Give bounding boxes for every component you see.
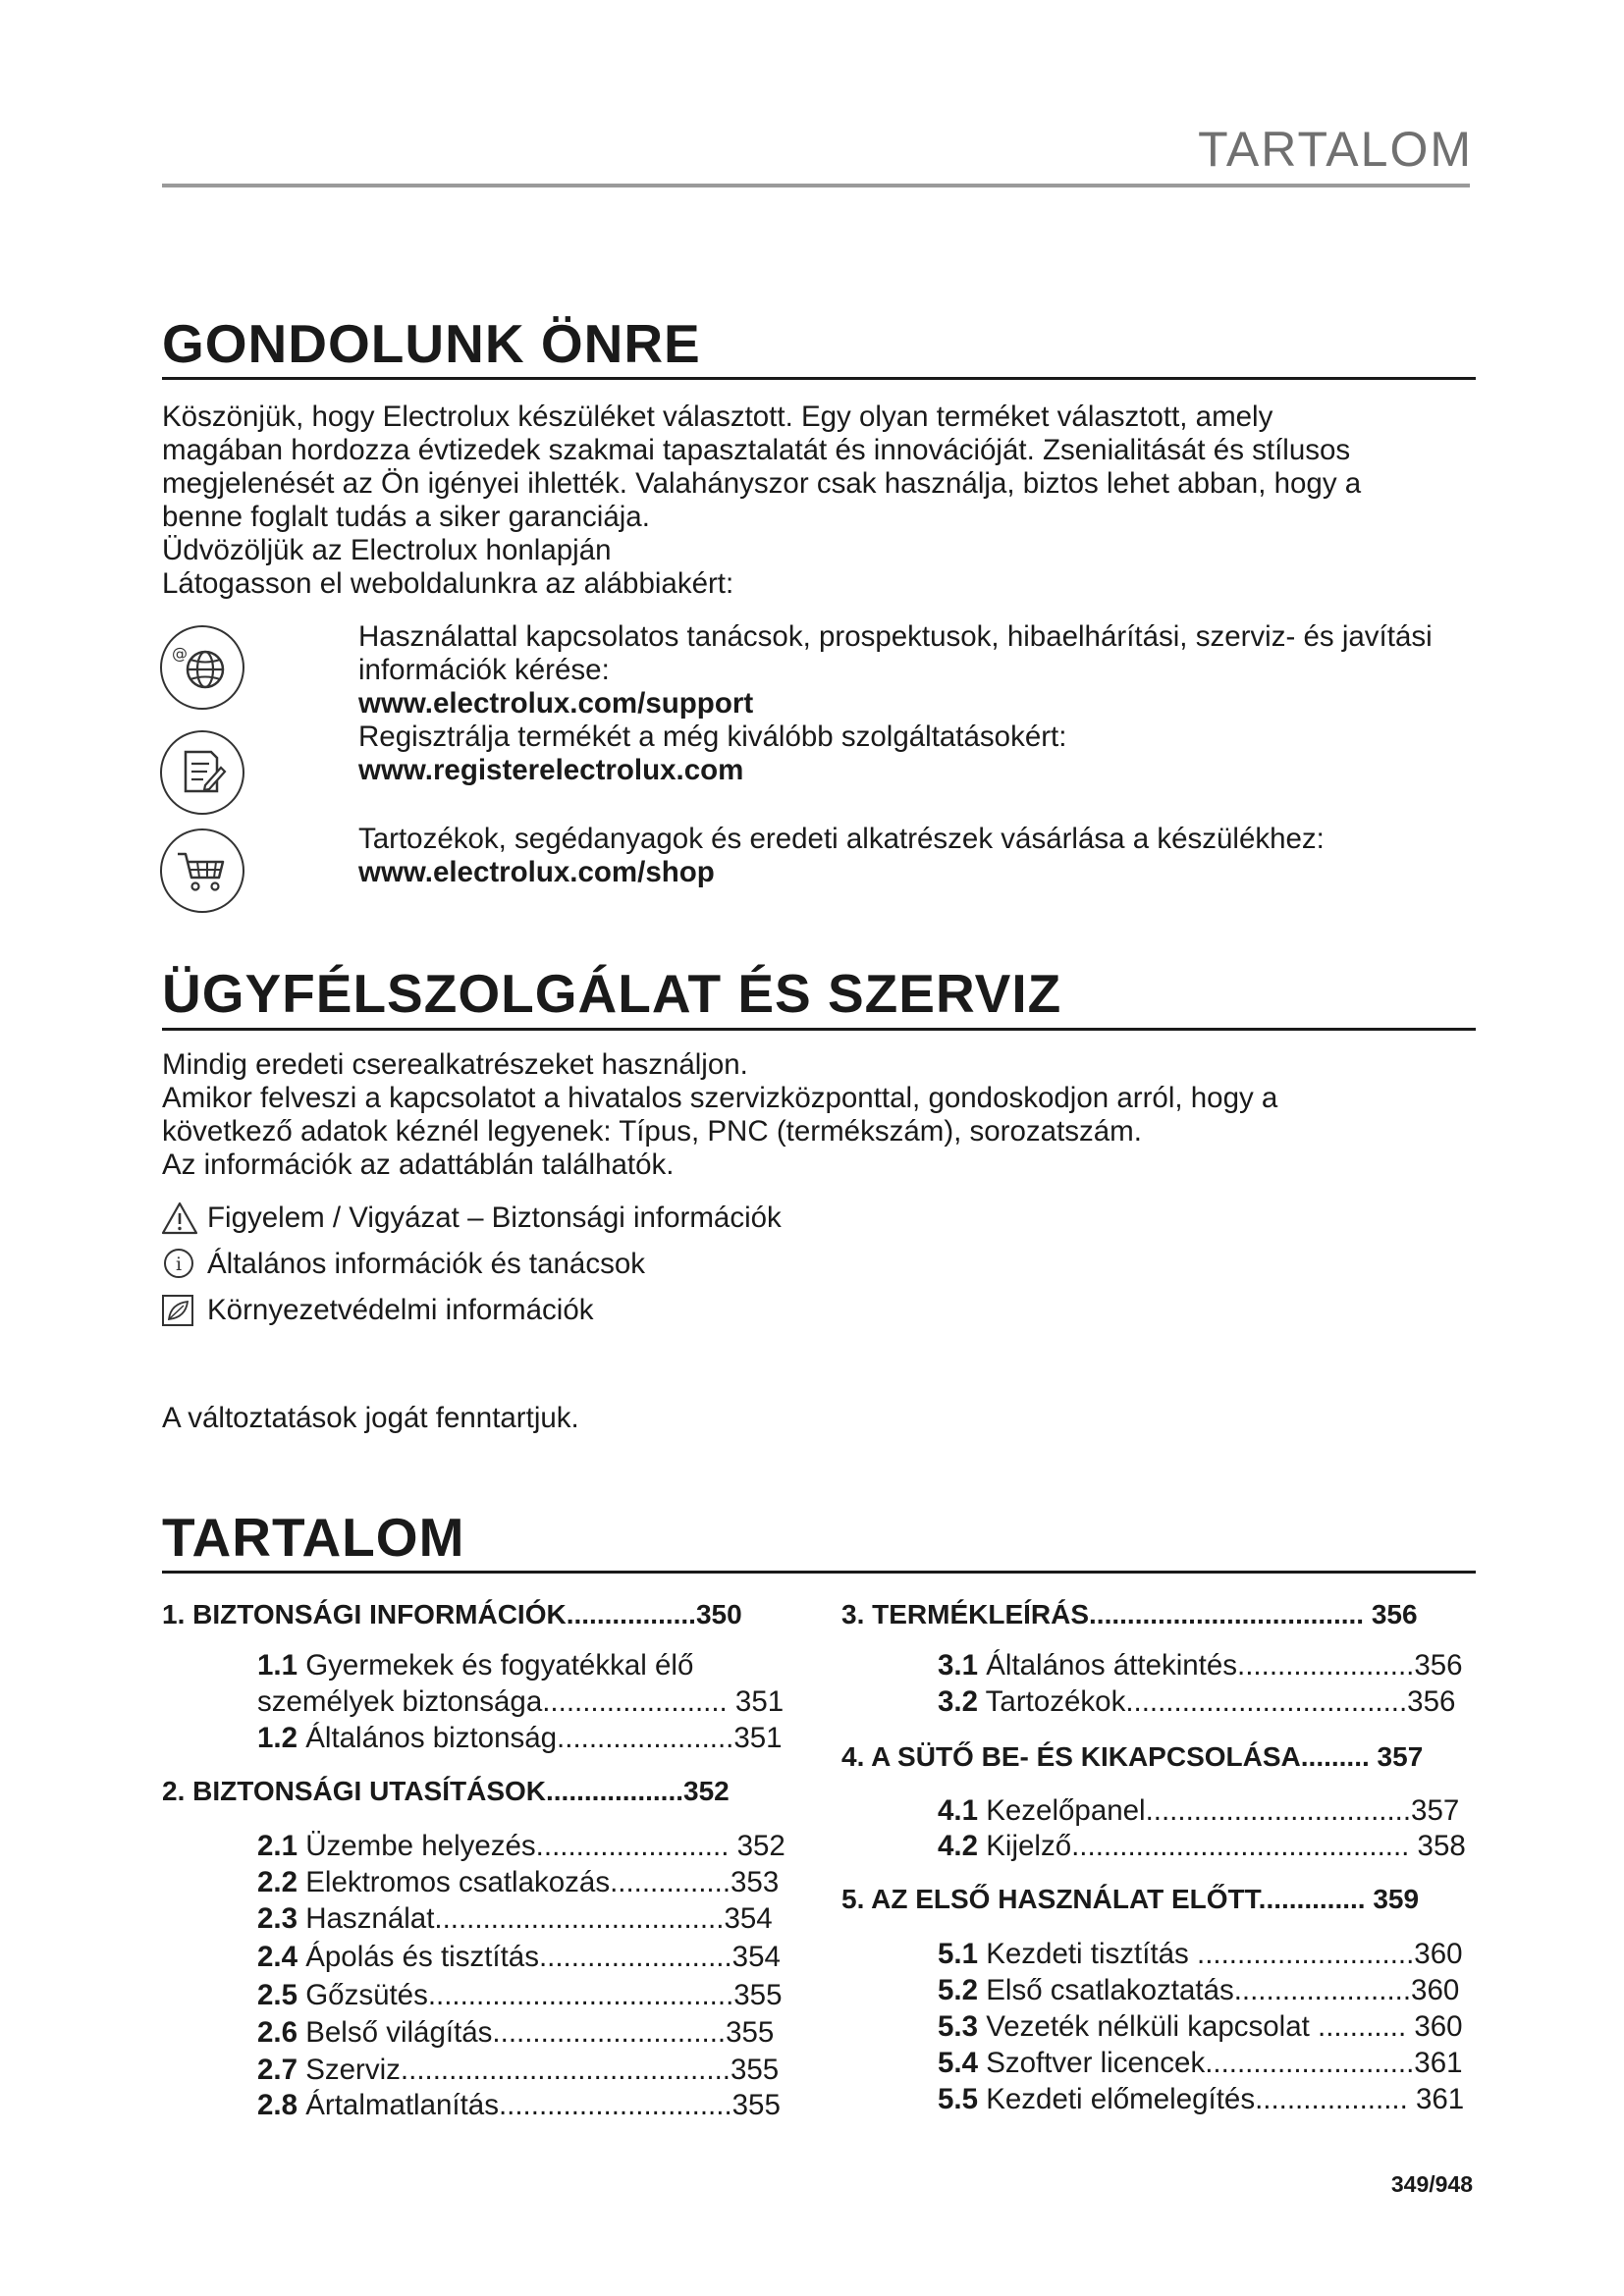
service-line-4: Az információk az adattáblán találhatók. bbox=[162, 1148, 675, 1181]
toc-item-text: Kezdeti tisztítás ...........................360 bbox=[978, 1938, 1463, 1970]
toc-item-2-3[interactable] bbox=[257, 1902, 773, 1936]
toc-item-num: 5.5 bbox=[938, 2083, 979, 2115]
toc-item-text: Kezdeti előmelegítés................... 361 bbox=[978, 2083, 1465, 2115]
shop-link[interactable]: www.electrolux.com/shop bbox=[358, 856, 715, 888]
toc-item-text: Gőzsütés......................................355 bbox=[298, 1979, 783, 2011]
toc-item-num: 5.3 bbox=[938, 2010, 979, 2043]
thinking-line-6: Látogasson el weboldalunkra az alábbiakért: bbox=[162, 567, 734, 600]
toc-item-3-1[interactable] bbox=[938, 1649, 1463, 1682]
toc-item-2-2[interactable] bbox=[257, 1866, 779, 1899]
toc-item-num: 1.1 bbox=[257, 1649, 298, 1682]
toc-item-text: Üzembe helyezés........................ 352 bbox=[298, 1830, 785, 1862]
toc-item-text: Tartozékok...................................356 bbox=[978, 1685, 1456, 1718]
toc-heading-5[interactable]: 5. AZ ELSŐ HASZNÁLAT ELŐTT.............. 359 bbox=[841, 1884, 1420, 1914]
thinking-line-4: benne foglalt tudás a siker garanciája. bbox=[162, 501, 650, 533]
toc-item-num: 2.4 bbox=[257, 1941, 298, 1973]
toc-item-2-4[interactable] bbox=[257, 1941, 781, 1974]
toc-item-2-6[interactable] bbox=[257, 2016, 774, 2050]
support-text-1: Használattal kapcsolatos tanácsok, prospektusok, hibaelhárítási, szerviz- és javítási bbox=[358, 620, 1433, 653]
page-number: 349/948 bbox=[1390, 2171, 1473, 2197]
toc-item-num: 2.6 bbox=[257, 2016, 298, 2049]
info-icon bbox=[160, 1247, 199, 1282]
register-form-icon bbox=[160, 730, 244, 815]
section-title-service: ÜGYFÉLSZOLGÁLAT ÉS SZERVIZ bbox=[162, 963, 1062, 1024]
register-text: Regisztrálja termékét a még kiválóbb szolgáltatásokért: bbox=[358, 721, 1067, 753]
toc-item-5-5[interactable] bbox=[938, 2083, 1464, 2116]
toc-item-num: 3.1 bbox=[938, 1649, 979, 1682]
toc-item-4-2[interactable] bbox=[938, 1830, 1466, 1863]
toc-item-num: 2.7 bbox=[257, 2054, 298, 2086]
service-line-2: Amikor felveszi a kapcsolatot a hivatalos szervizközponttal, gondoskodjon arról, hogy a bbox=[162, 1082, 1278, 1114]
toc-item-5-4[interactable] bbox=[938, 2047, 1463, 2080]
toc-item-num: 2.5 bbox=[257, 1979, 298, 2011]
warning-triangle-icon bbox=[160, 1201, 199, 1236]
toc-item-num: 2.8 bbox=[257, 2089, 298, 2121]
service-paragraph bbox=[162, 1048, 1478, 1182]
header-rule bbox=[162, 184, 1470, 187]
support-block bbox=[358, 620, 1478, 787]
toc-item-text: Kezelőpanel.................................357 bbox=[978, 1794, 1460, 1827]
toc-item-2-7[interactable] bbox=[257, 2054, 779, 2087]
support-text-2: információk kérése: bbox=[358, 654, 610, 686]
section-rule-toc bbox=[162, 1571, 1476, 1574]
toc-item-text: Első csatlakoztatás......................360 bbox=[978, 1974, 1460, 2006]
toc-item-text: Elektromos csatlakozás...............353 bbox=[298, 1866, 780, 1898]
toc-item-text: Vezeték nélküli kapcsolat ........... 360 bbox=[978, 2010, 1463, 2043]
legend-warning bbox=[160, 1201, 782, 1236]
thinking-paragraph bbox=[162, 400, 1478, 601]
environment-leaf-icon bbox=[160, 1293, 199, 1328]
thinking-line-3: megjelenését az Ön igényei ihlették. Valahányszor csak használja, biztos lehet abban, hogy a bbox=[162, 467, 1362, 500]
legend-environment-text: Környezetvédelmi információk bbox=[207, 1294, 594, 1326]
toc-heading-3[interactable]: 3. TERMÉKLEÍRÁS.................................... 356 bbox=[841, 1599, 1418, 1629]
toc-heading-2[interactable]: 2. BIZTONSÁGI UTASÍTÁSOK..................352 bbox=[162, 1776, 730, 1806]
toc-item-num: 2.3 bbox=[257, 1902, 298, 1935]
shop-block bbox=[358, 823, 1478, 889]
service-line-1: Mindig eredeti cserealkatrészeket használjon. bbox=[162, 1048, 748, 1081]
toc-item-num: 3.2 bbox=[938, 1685, 979, 1718]
toc-item-5-3[interactable] bbox=[938, 2010, 1463, 2044]
section-rule-service bbox=[162, 1028, 1476, 1031]
register-link[interactable]: www.registerelectrolux.com bbox=[358, 754, 744, 786]
toc-item-num: 4.1 bbox=[938, 1794, 979, 1827]
legend-info bbox=[160, 1247, 645, 1282]
toc-item-text: Gyermekek és fogyatékkal élő bbox=[298, 1649, 694, 1682]
toc-item-num: 5.4 bbox=[938, 2047, 979, 2079]
toc-item-num: 2.1 bbox=[257, 1830, 298, 1862]
toc-item-text: Szoftver licencek..........................361 bbox=[978, 2047, 1463, 2079]
toc-item-text: Belső világítás.............................355 bbox=[298, 2016, 775, 2049]
legend-info-text: Általános információk és tanácsok bbox=[207, 1248, 646, 1280]
thinking-line-5: Üdvözöljük az Electrolux honlapján bbox=[162, 534, 612, 566]
toc-item-1-1-cont[interactable]: személyek biztonsága....................... 351 bbox=[257, 1685, 785, 1718]
toc-item-2-1[interactable] bbox=[257, 1830, 785, 1863]
toc-item-text: Használat....................................354 bbox=[298, 1902, 773, 1935]
toc-item-1-1[interactable] bbox=[257, 1649, 693, 1682]
shopping-cart-icon bbox=[160, 828, 244, 913]
shop-text: Tartozékok, segédanyagok és eredeti alkatrészek vásárlása a készülékhez: bbox=[358, 823, 1325, 855]
support-link[interactable]: www.electrolux.com/support bbox=[358, 687, 754, 720]
toc-item-4-1[interactable] bbox=[938, 1794, 1459, 1828]
svg-text:@: @ bbox=[172, 644, 188, 663]
thinking-line-2: magában hordozza évtizedek szakmai tapasztalatát és innovációját. Zsenialitását és stílusos bbox=[162, 434, 1351, 466]
toc-item-text: Ápolás és tisztítás........................354 bbox=[298, 1941, 781, 1973]
toc-item-text: Általános áttekintés......................356 bbox=[978, 1649, 1463, 1682]
toc-item-5-1[interactable] bbox=[938, 1938, 1463, 1971]
toc-heading-4[interactable]: 4. A SÜTŐ BE- ÉS KIKAPCSOLÁSA......... 357 bbox=[841, 1741, 1424, 1772]
service-line-3: következő adatok kéznél legyenek: Típus, PNC (termékszám), sorozatszám. bbox=[162, 1115, 1142, 1148]
section-title-thinking: GONDOLUNK ÖNRE bbox=[162, 313, 701, 374]
toc-item-1-2[interactable] bbox=[257, 1722, 783, 1755]
toc-item-num: 4.2 bbox=[938, 1830, 979, 1862]
toc-item-2-8[interactable] bbox=[257, 2089, 781, 2122]
toc-item-text: Általános biztonság......................351 bbox=[298, 1722, 783, 1754]
toc-item-text: Ártalmatlanítás.............................355 bbox=[298, 2089, 781, 2121]
toc-item-5-2[interactable] bbox=[938, 1974, 1459, 2007]
toc-item-num: 2.2 bbox=[257, 1866, 298, 1898]
toc-heading-1[interactable]: 1. BIZTONSÁGI INFORMÁCIÓK.................350 bbox=[162, 1599, 742, 1629]
section-title-toc: TARTALOM bbox=[162, 1507, 465, 1568]
legend-warning-text: Figyelem / Vigyázat – Biztonsági információk bbox=[207, 1201, 782, 1234]
toc-item-text: Szerviz.........................................355 bbox=[298, 2054, 780, 2086]
toc-item-3-2[interactable] bbox=[938, 1685, 1455, 1719]
running-header: TARTALOM bbox=[1198, 122, 1473, 177]
svg-text:i: i bbox=[175, 1254, 183, 1275]
section-rule-thinking bbox=[162, 377, 1476, 380]
toc-item-2-5[interactable] bbox=[257, 1979, 783, 2012]
thinking-line-1: Köszönjük, hogy Electrolux készüléket választott. Egy olyan terméket választott, amely bbox=[162, 400, 1273, 433]
toc-item-text: Kijelző.......................................... 358 bbox=[978, 1830, 1466, 1862]
toc-item-num: 1.2 bbox=[257, 1722, 298, 1754]
legend-environment bbox=[160, 1293, 594, 1328]
change-notice: A változtatások jogát fenntartjuk. bbox=[162, 1402, 579, 1434]
globe-web-icon bbox=[160, 625, 244, 710]
toc-item-num: 5.2 bbox=[938, 1974, 979, 2006]
toc-item-num: 5.1 bbox=[938, 1938, 979, 1970]
